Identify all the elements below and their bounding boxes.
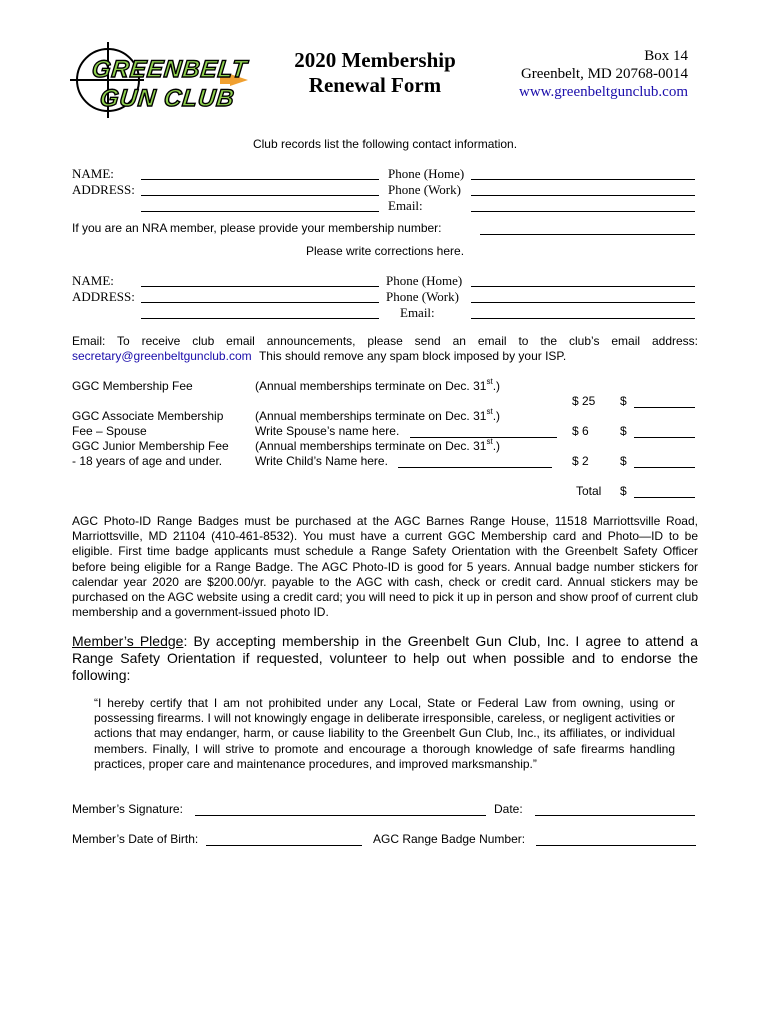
associate-fee-amount: $ 6 — [572, 424, 589, 438]
correction-email-label: Email: — [400, 305, 435, 320]
associate-label-line2: Fee – Spouse — [72, 424, 147, 438]
phone-work-field[interactable] — [471, 195, 695, 196]
junior-note-text: (Annual memberships terminate on Dec. 31 — [255, 439, 487, 453]
address-field-1[interactable] — [141, 195, 379, 196]
pledge-quote: “I hereby certify that I am not prohibited under any Local, State or Federal Law from owning, using or possessing firearms. I will not knowingly engage in deliberate irresponsible, careless, or negligent activities or actions that may endanger, harm, or cause liability to the Greenbelt Gun Club, Inc., its affiliates, or individual members. Finally, I will strive to promote and encourage a thorough knowledge of safe firearms handling practices, proper care and maintenance procedures, and improved marksmanship.” — [94, 696, 675, 771]
signature-label: Member’s Signature: — [72, 802, 183, 816]
pledge-heading: Member’s Pledge — [72, 633, 184, 649]
name-field[interactable] — [141, 179, 379, 180]
email-notice-text: Email: To receive club email announcements, please send an email to the club’s email address: — [72, 334, 698, 348]
email-notice-line2 — [72, 349, 566, 363]
junior-dollar-sign: $ — [620, 454, 627, 468]
associate-fee-field[interactable] — [634, 437, 695, 438]
secretary-email-link[interactable]: secretary@greenbeltgunclub.com — [72, 349, 252, 363]
correction-phone-work-field[interactable] — [471, 302, 695, 303]
associate-fee-label — [72, 409, 223, 439]
badge-number-field[interactable] — [536, 845, 696, 846]
membership-fee-amount: $ 25 — [572, 394, 596, 408]
nra-prompt: If you are an NRA member, please provide your membership number: — [72, 221, 442, 235]
membership-fee-note — [255, 379, 500, 393]
phone-home-field[interactable] — [471, 179, 695, 180]
associate-fee-note — [255, 409, 500, 423]
associate-dollar-sign: $ — [620, 424, 627, 438]
contact-intro: Club records list the following contact information. — [252, 137, 518, 151]
title-line-2: Renewal Form — [308, 73, 442, 97]
junior-label-line1: GGC Junior Membership Fee — [72, 439, 229, 453]
total-dollar-sign: $ — [620, 484, 627, 498]
correction-address-label: ADDRESS: — [72, 289, 135, 304]
email-label: Email: — [388, 198, 423, 213]
address-city: Greenbelt, MD 20768-0014 — [520, 66, 688, 82]
correction-email-field[interactable] — [471, 318, 695, 319]
correction-phone-work-label: Phone (Work) — [386, 289, 459, 304]
associate-note-text: (Annual memberships terminate on Dec. 31 — [255, 409, 487, 423]
membership-fee-field[interactable] — [634, 407, 695, 408]
page-title — [270, 48, 480, 98]
correction-name-label: NAME: — [72, 273, 114, 288]
email-notice — [72, 334, 698, 349]
pledge-text: : By accepting membership in the Greenbelt Gun Club, Inc. I agree to attend a Range Safety Orientation if requested, volunteer to help out when possible and to endorse the following: — [72, 633, 698, 683]
associate-note-close: .) — [492, 409, 501, 423]
correction-name-field[interactable] — [141, 286, 379, 287]
junior-fee-field[interactable] — [634, 467, 695, 468]
title-line-1: 2020 Membership — [294, 48, 456, 72]
website-link[interactable]: www.greenbeltgunclub.com — [519, 84, 688, 100]
corrections-heading: Please write corrections here. — [305, 244, 465, 258]
correction-address-field-2[interactable] — [141, 318, 379, 319]
email-notice-suffix: This should remove any spam block imposed by your ISP. — [258, 349, 567, 363]
junior-fee-label — [72, 439, 229, 469]
correction-phone-home-field[interactable] — [471, 286, 695, 287]
membership-note-close: .) — [492, 379, 501, 393]
date-field[interactable] — [535, 815, 695, 816]
correction-phone-home-label: Phone (Home) — [386, 273, 463, 288]
nra-number-field[interactable] — [480, 234, 695, 235]
logo-text-line2: GUN CLUB — [98, 85, 237, 112]
address-box: Box 14 — [644, 48, 688, 64]
total-label: Total — [576, 484, 602, 498]
spouse-name-label: Write Spouse’s name here. — [255, 424, 400, 438]
child-name-field[interactable] — [398, 467, 552, 468]
dob-label: Member’s Date of Birth: — [72, 832, 199, 846]
child-name-label: Write Child’s Name here. — [255, 454, 388, 468]
associate-note-sup: st — [486, 407, 493, 416]
associate-label-line1: GGC Associate Membership — [72, 409, 224, 423]
correction-address-field-1[interactable] — [141, 302, 379, 303]
junior-note-sup: st — [486, 437, 493, 446]
name-label: NAME: — [72, 166, 114, 181]
dob-field[interactable] — [206, 845, 362, 846]
logo-text-line1: GREENBELT — [90, 56, 249, 83]
junior-fee-note — [255, 439, 500, 453]
membership-fee-label: GGC Membership Fee — [72, 379, 193, 393]
agc-badge-paragraph: AGC Photo-ID Range Badges must be purchased at the AGC Barnes Range House, 11518 Marriottsville Road, Marriottsville, MD 21104 (410-461-8532). You must have a current GGC Membership card and Photo—ID to be eligible. First time badge applicants must schedule a Range Safety Orientation with the Greenbelt Safety Officer before being eligible for a Range Badge. The AGC Photo-ID is good for 5 years. Annual badge number stickers for calendar year 2020 are $200.00/yr. payable to the AGC with cash, check or credit card. Annual stickers may be purchased on the AGC website using a credit card; you will need to pick it up in person and show proof of current club membership and a government-issued photo ID. — [72, 514, 698, 620]
membership-note-sup: st — [486, 377, 493, 386]
date-label: Date: — [494, 802, 523, 816]
address-field-2[interactable] — [141, 211, 379, 212]
total-fee-field[interactable] — [634, 497, 695, 498]
phone-work-label: Phone (Work) — [388, 182, 461, 197]
phone-home-label: Phone (Home) — [388, 166, 465, 181]
junior-fee-amount: $ 2 — [572, 454, 589, 468]
spouse-name-field[interactable] — [410, 437, 557, 438]
badge-number-label: AGC Range Badge Number: — [373, 832, 526, 846]
junior-note-close: .) — [492, 439, 501, 453]
club-address — [519, 47, 688, 101]
membership-note-text: (Annual memberships terminate on Dec. 31 — [255, 379, 487, 393]
address-label: ADDRESS: — [72, 182, 135, 197]
members-pledge — [72, 633, 698, 684]
email-field[interactable] — [471, 211, 695, 212]
junior-label-line2: - 18 years of age and under. — [72, 454, 223, 468]
club-logo — [70, 40, 260, 120]
membership-dollar-sign: $ — [620, 394, 627, 408]
signature-field[interactable] — [195, 815, 486, 816]
